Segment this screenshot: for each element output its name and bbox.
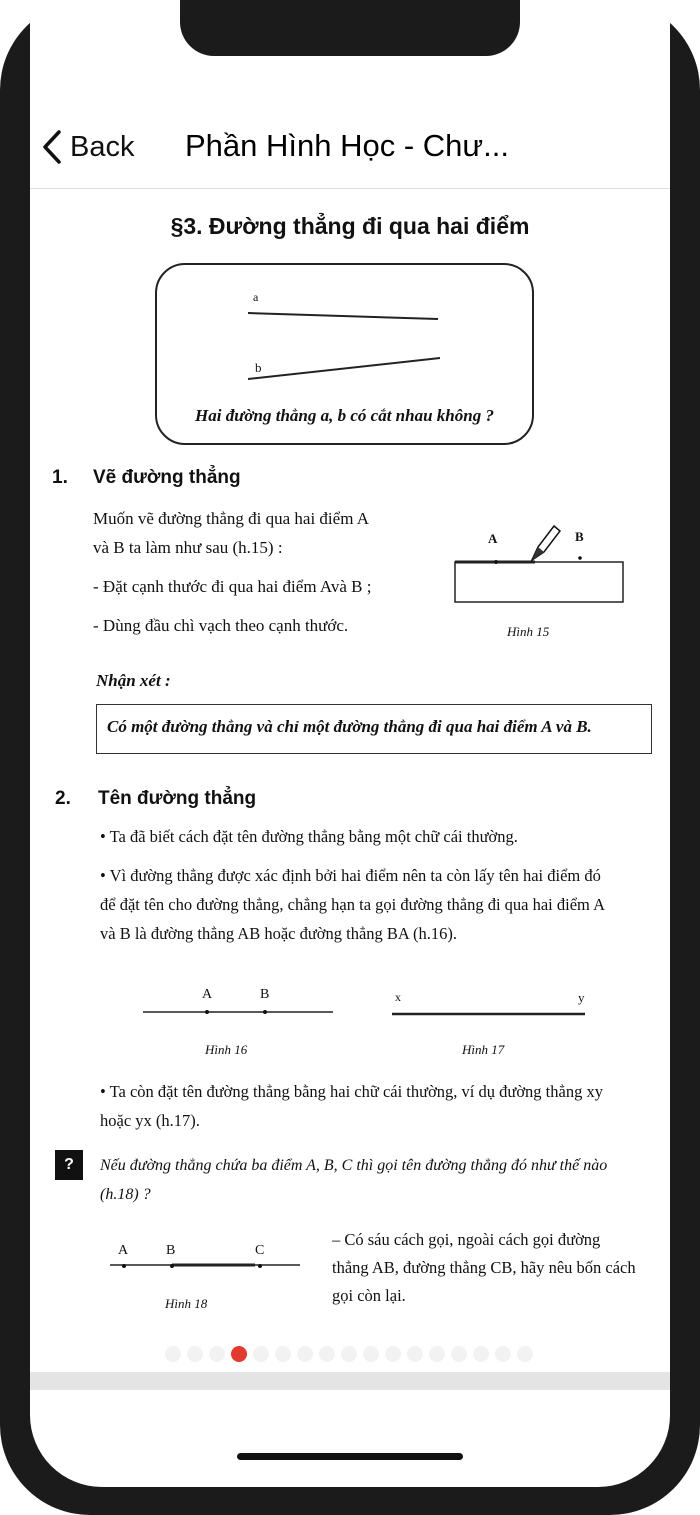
page-dot[interactable] [165, 1346, 181, 1362]
page-dot[interactable] [495, 1346, 511, 1362]
intro-question: Hai đường thẳng a, b có cắt nhau không ? [195, 406, 494, 425]
section-2-number: 2. [55, 788, 71, 809]
fig17-x-label: x [395, 990, 401, 1004]
fig16-a-label: A [202, 987, 213, 1002]
section-2-p1: • Ta đã biết cách đặt tên đường thẳng bằng một chữ cái thường. [100, 827, 518, 846]
remark-label: Nhận xét : [96, 671, 171, 690]
home-indicator[interactable] [237, 1453, 463, 1460]
text-line: – Có sáu cách gọi, ngoài cách gọi đường [332, 1230, 601, 1249]
fig16-b-label: B [260, 987, 270, 1002]
page-dot[interactable] [209, 1346, 225, 1362]
section-2-heading: Tên đường thẳng [98, 788, 257, 809]
page-dot-active[interactable] [231, 1346, 247, 1362]
page-dot[interactable] [187, 1346, 203, 1362]
remark-box: Có một đường thẳng và chỉ một đường thẳng đi qua hai điểm A và B. [96, 704, 652, 754]
page-indicator[interactable] [165, 1346, 533, 1362]
section-1-heading: Vẽ đường thẳng [93, 467, 241, 488]
fig18-c-label: C [255, 1243, 265, 1258]
answer-text [332, 1226, 657, 1310]
text-line: Muốn vẽ đường thẳng đi qua hai điểm A [93, 509, 370, 528]
page-dot[interactable] [297, 1346, 313, 1362]
page-dot[interactable] [473, 1346, 489, 1362]
fig18-caption: Hình 18 [165, 1296, 208, 1311]
fig15-caption: Hình 15 [507, 624, 550, 639]
text-line: gọi còn lại. [332, 1286, 406, 1305]
fig15-a-label: A [488, 531, 498, 546]
text-line: và B là đường thẳng AB hoặc đường thẳng BA (h.16). [100, 924, 458, 943]
page-dot[interactable] [341, 1346, 357, 1362]
fig15-b-label: B [575, 529, 584, 544]
page-dot[interactable] [407, 1346, 423, 1362]
fig18-b-label: B [166, 1243, 176, 1258]
question-mark-icon: ? [55, 1150, 83, 1180]
page-dot[interactable] [319, 1346, 335, 1362]
text-line: - Dùng đầu chì vạch theo cạnh thước. [93, 616, 349, 635]
page-dot[interactable] [385, 1346, 401, 1362]
text-line: hoặc yx (h.17). [100, 1111, 200, 1130]
text-line: để đặt tên cho đường thẳng, chẳng hạn ta gọi đường thẳng đi qua hai điểm A [100, 895, 606, 914]
page-dot[interactable] [429, 1346, 445, 1362]
text-line: • Ta còn đặt tên đường thẳng bằng hai chữ cái thường, ví dụ đường thẳng xy [100, 1082, 603, 1101]
bottom-bar [30, 1372, 670, 1390]
page-dot[interactable] [451, 1346, 467, 1362]
fig16-caption: Hình 16 [205, 1042, 248, 1057]
doc-title: §3. Đường thẳng đi qua hai điểm [170, 213, 530, 239]
text-line: thẳng AB, đường thẳng CB, hãy nêu bốn cách [332, 1258, 636, 1277]
fig17-y-label: y [578, 990, 585, 1005]
line-a-label: a [253, 290, 259, 304]
fig18-a-label: A [118, 1243, 129, 1258]
line-b-label: b [255, 360, 262, 375]
text-line: Nếu đường thẳng chứa ba điểm A, B, C thì gọi tên đường thẳng đó như thế nào [100, 1157, 608, 1174]
text-line: (h.18) ? [100, 1186, 151, 1203]
page-dot[interactable] [517, 1346, 533, 1362]
page-title: Phần Hình Học - Chư... [185, 128, 510, 163]
section-1-number: 1. [52, 467, 68, 488]
page-dot[interactable] [275, 1346, 291, 1362]
text-line: - Đặt cạnh thước đi qua hai điểm Avà B ; [93, 577, 372, 596]
fig17-caption: Hình 17 [462, 1042, 505, 1057]
back-label: Back [70, 130, 135, 163]
text-line: và B ta làm như sau (h.15) : [93, 538, 283, 557]
text-line: • Vì đường thẳng được xác định bởi hai điểm nên ta còn lấy tên hai điểm đó [100, 866, 601, 885]
page-dot[interactable] [253, 1346, 269, 1362]
section-2-p3 [100, 1077, 603, 1135]
page-dot[interactable] [363, 1346, 379, 1362]
question-text [100, 1151, 607, 1209]
